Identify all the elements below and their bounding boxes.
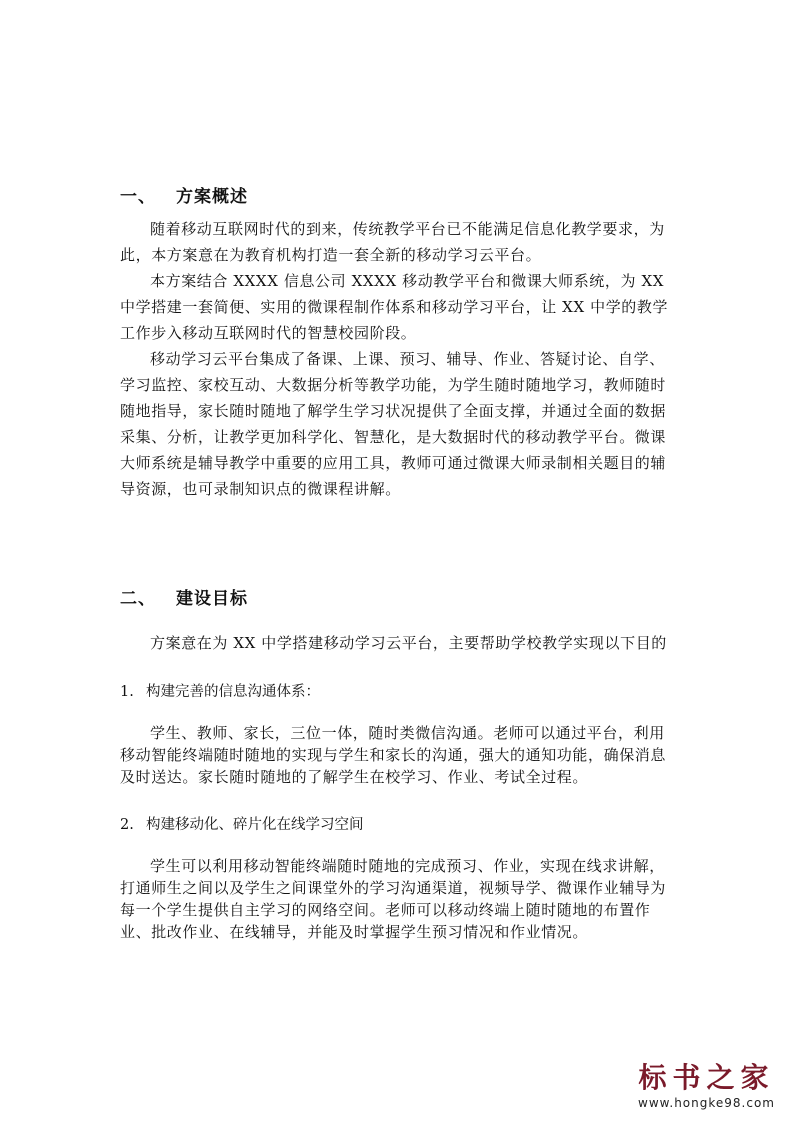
goal-item-2-number: 2. <box>120 817 134 833</box>
section-1-number: 一、 <box>120 187 156 207</box>
goal-item-1-body: 学生、教师、家长，三位一体，随时类微信沟通。老师可以通过平台，利用移动智能终端随时随地的实现与学生和家长的沟通，强大的通知功能，确保消息及时送达。家长随时随地的了解学生在校学习、作业、考试全过程。 <box>120 724 667 786</box>
goal-item-1-heading <box>120 680 320 701</box>
watermark <box>638 1056 775 1110</box>
section-2-heading <box>120 584 248 609</box>
goal-item-2-title: 构建移动化、碎片化在线学习空间 <box>146 817 364 833</box>
section-1-paragraph-3: 移动学习云平台集成了备课、上课、预习、辅导、作业、答疑讨论、自学、学习监控、家校互动、大数据分析等教学功能，为学生随时随地学习，教师随时随地指导，家长随时随地了解学生学习状况提供了全面支撑，并通过全面的数据采集、分析，让教学更加科学化、智慧化，是大数据时代的移动教学平台。微课大师系统是辅导教学中重要的应用工具，教师可通过微课大师录制相关题目的辅导资源，也可录制知识点的微课程讲解。 <box>120 350 667 498</box>
section-1-heading <box>120 182 248 207</box>
section-1-paragraph-1: 随着移动互联网时代的到来，传统教学平台已不能满足信息化教学要求，为此，本方案意在为教育机构打造一套全新的移动学习云平台。 <box>120 220 665 264</box>
section-2-title: 建设目标 <box>176 589 248 609</box>
watermark-url: www.hongke98.com <box>638 1096 775 1110</box>
section-1-title: 方案概述 <box>176 187 248 207</box>
section-1-paragraph-2: 本方案结合 XXXX 信息公司 XXXX 移动教学平台和微课大师系统，为 XX 中学搭建一套简便、实用的微课程制作体系和移动学习平台，让 XX 中学的教学工作步入移动互联网时代的智慧校园阶段。 <box>120 272 669 342</box>
goal-item-2-heading <box>120 813 364 834</box>
watermark-logo: 标书之家 <box>638 1061 775 1094</box>
section-2-number: 二、 <box>120 589 156 609</box>
goal-item-1-title: 构建完善的信息沟通体系： <box>146 684 320 700</box>
section-2-intro: 方案意在为 XX 中学搭建移动学习云平台，主要帮助学校教学实现以下目的 <box>150 634 667 652</box>
goal-item-1-number: 1. <box>120 684 134 700</box>
goal-item-2-body: 学生可以利用移动智能终端随时随地的完成预习、作业，实现在线求讲解，打通师生之间以及学生之间课堂外的学习沟通渠道，视频导学、微课作业辅导为每一个学生提供自主学习的网络空间。老师可以移动终端上随时随地的布置作业、批改作业、在线辅导，并能及时掌握学生预习情况和作业情况。 <box>120 857 667 941</box>
